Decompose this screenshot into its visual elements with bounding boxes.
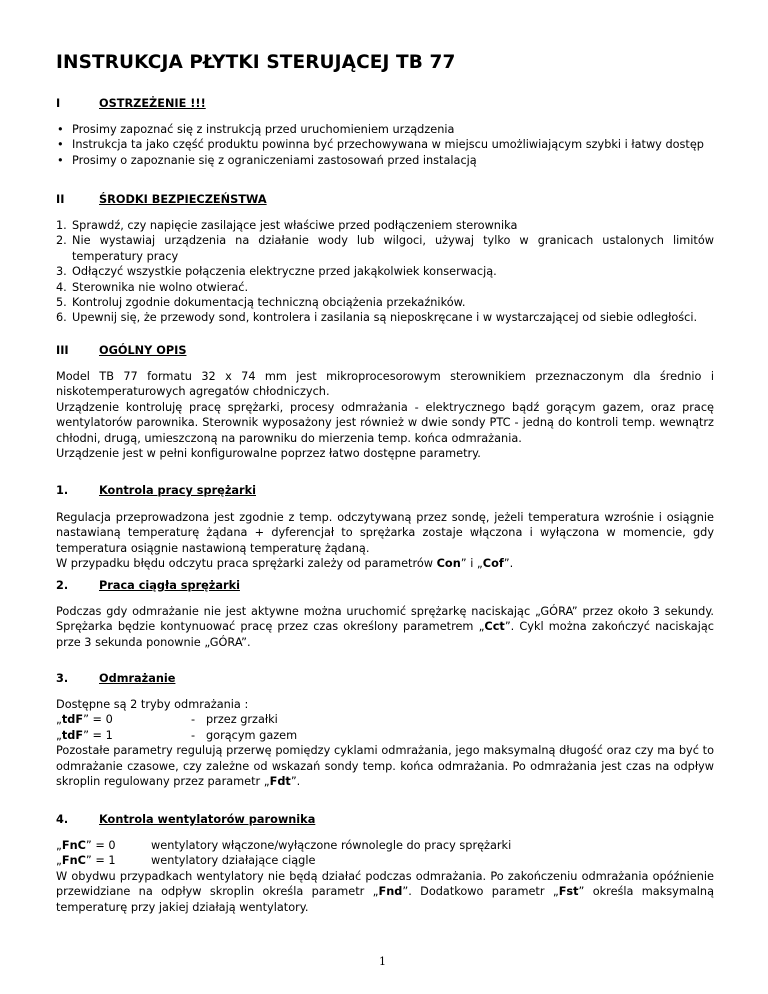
list-item: 4. Sterownika nie wolno otwierać. (56, 280, 249, 294)
subsection-number: 1. (56, 484, 69, 497)
subsection-title: Odmrażanie (99, 672, 176, 685)
list-item: 1. Sprawdź, czy napięcie zasilające jest właściwe przed podłączeniem sterownika (56, 219, 518, 232)
list-item: 6. Upewnij się, że przewody sond, kontrolera i zasilania są nieposkręcane i w wystarczającej od siebie odległości. (56, 311, 698, 325)
list-item: 3. Odłączyć wszystkie połączenia elektryczne przed jakąkolwiek konserwacją. (56, 265, 497, 279)
defrost-text (56, 697, 714, 789)
list-item: 2. Nie wystawiaj urządzenia na działanie wody lub wilgoci, używaj tylko w granicach ustalonych limitów temperatury pracy (56, 234, 714, 263)
fan-mode-row: „FnC” = 0 wentylatory włączone/wyłączone równolegle do pracy sprężarki (56, 839, 512, 852)
paragraph: Regulacja przeprowadzona jest zgodnie z temp. odczytywaną przez sondę, jeżeli temperatura wzrośnie i osiągnie nastawianą temperaturę żądana + dyferencjał to sprężarka zostaje włączona i wyłączona w momencie, gdy temperatura osiągnie nastawioną temperaturę żądaną. (56, 511, 714, 555)
list-item: • Prosimy o zapoznanie się z ograniczeniami zastosowań przed instalacją (56, 153, 714, 168)
paragraph: W obydwu przypadkach wentylatory nie będą działać podczas odmrażania. Po zakończeniu odmrażania opóźnienie przewidziane na odpływ skroplin określa parametr „Fnd”. Dodatkowo parametr „Fst” określa maksymalną temperaturę przy jakiej działają wentylatory. (56, 869, 714, 914)
safety-list (56, 218, 714, 326)
general-description (56, 369, 714, 461)
continuous-run-text (56, 604, 714, 650)
paragraph: Urządzenie jest w pełni konfigurowalne poprzez łatwo dostępne parametry. (56, 447, 481, 461)
compressor-control-text (56, 510, 714, 572)
page-number: 1 (379, 955, 386, 968)
fan-control-text (56, 838, 714, 915)
list-item: • Instrukcja ta jako część produktu powinna być przechowywana w miejscu umożliwiającym szybki i łatwy dostęp (56, 137, 714, 152)
list-item: • Prosimy zapoznać się z instrukcją przed uruchomieniem urządzenia (56, 122, 714, 137)
paragraph: Podczas gdy odmrażanie nie jest aktywne można uruchomić sprężarkę naciskając „GÓRA” przez około 3 sekundy. Sprężarka będzie kontynuować pracę przez czas określony parametrem „Cct”. Cykl można zakończyć naciskając prze 3 sekunda ponownie „GÓRA”. (56, 605, 714, 649)
subsection-number: 3. (56, 672, 69, 685)
subsection-title: Kontrola pracy sprężarki (99, 484, 256, 497)
warning-list (56, 122, 714, 168)
subsection-number: 4. (56, 813, 69, 826)
paragraph: Urządzenie kontroluję pracę sprężarki, procesy odmrażania - elektrycznego bądź gorącym gazem, oraz pracę wentylatorów parownika. Sterownik wyposażony jest również w dwie sondy PTC - jedną do kontroli temp. wewnątrz chłodni, drugą, umieszczoną na parowniku do mierzenia temp. końca odmrażania. (56, 400, 714, 445)
section-title: ŚRODKI BEZPIECZEŃSTWA (99, 193, 267, 206)
section-number: II (56, 193, 65, 206)
list-item: 5. Kontroluj zgodnie dokumentacją techniczną obciążenia przekaźników. (56, 296, 466, 310)
section-title: OSTRZEŻENIE !!! (99, 97, 206, 110)
subsection-title: Kontrola wentylatorów parownika (99, 813, 316, 826)
defrost-mode-row: „tdF” = 0 - przez grzałki (56, 713, 278, 727)
paragraph: Model TB 77 formatu 32 x 74 mm jest mikroprocesorowym sterownikiem przeznaczonym dla średnio i niskotemperaturowych agregatów chłodniczych. (56, 370, 714, 399)
document-title: INSTRUKCJA PŁYTKI STERUJĄCEJ TB 77 (56, 52, 456, 73)
section-number: III (56, 344, 69, 357)
subsection-number: 2. (56, 579, 69, 592)
section-title: OGÓLNY OPIS (99, 344, 187, 357)
section-number: I (56, 97, 61, 110)
paragraph: Pozostałe parametry regulują przerwę pomiędzy cyklami odmrażania, jego maksymalną długość oraz czy ma być to odmrażanie czasowe, czy zależne od wskazań sondy temp. końca odmrażania. Po odmrażania jest czas na odpływ skroplin regulowany przez parametr „Fdt”. (56, 744, 714, 788)
subsection-title: Praca ciągła sprężarki (99, 579, 240, 592)
fan-mode-row: „FnC” = 1 wentylatory działające ciągle (56, 854, 316, 868)
paragraph: Dostępne są 2 tryby odmrażania : (56, 698, 249, 711)
paragraph: W przypadku błędu odczytu praca sprężarki zależy od parametrów Con” i „Cof”. (56, 557, 514, 571)
defrost-mode-row: „tdF” = 1 - gorącym gazem (56, 728, 298, 742)
